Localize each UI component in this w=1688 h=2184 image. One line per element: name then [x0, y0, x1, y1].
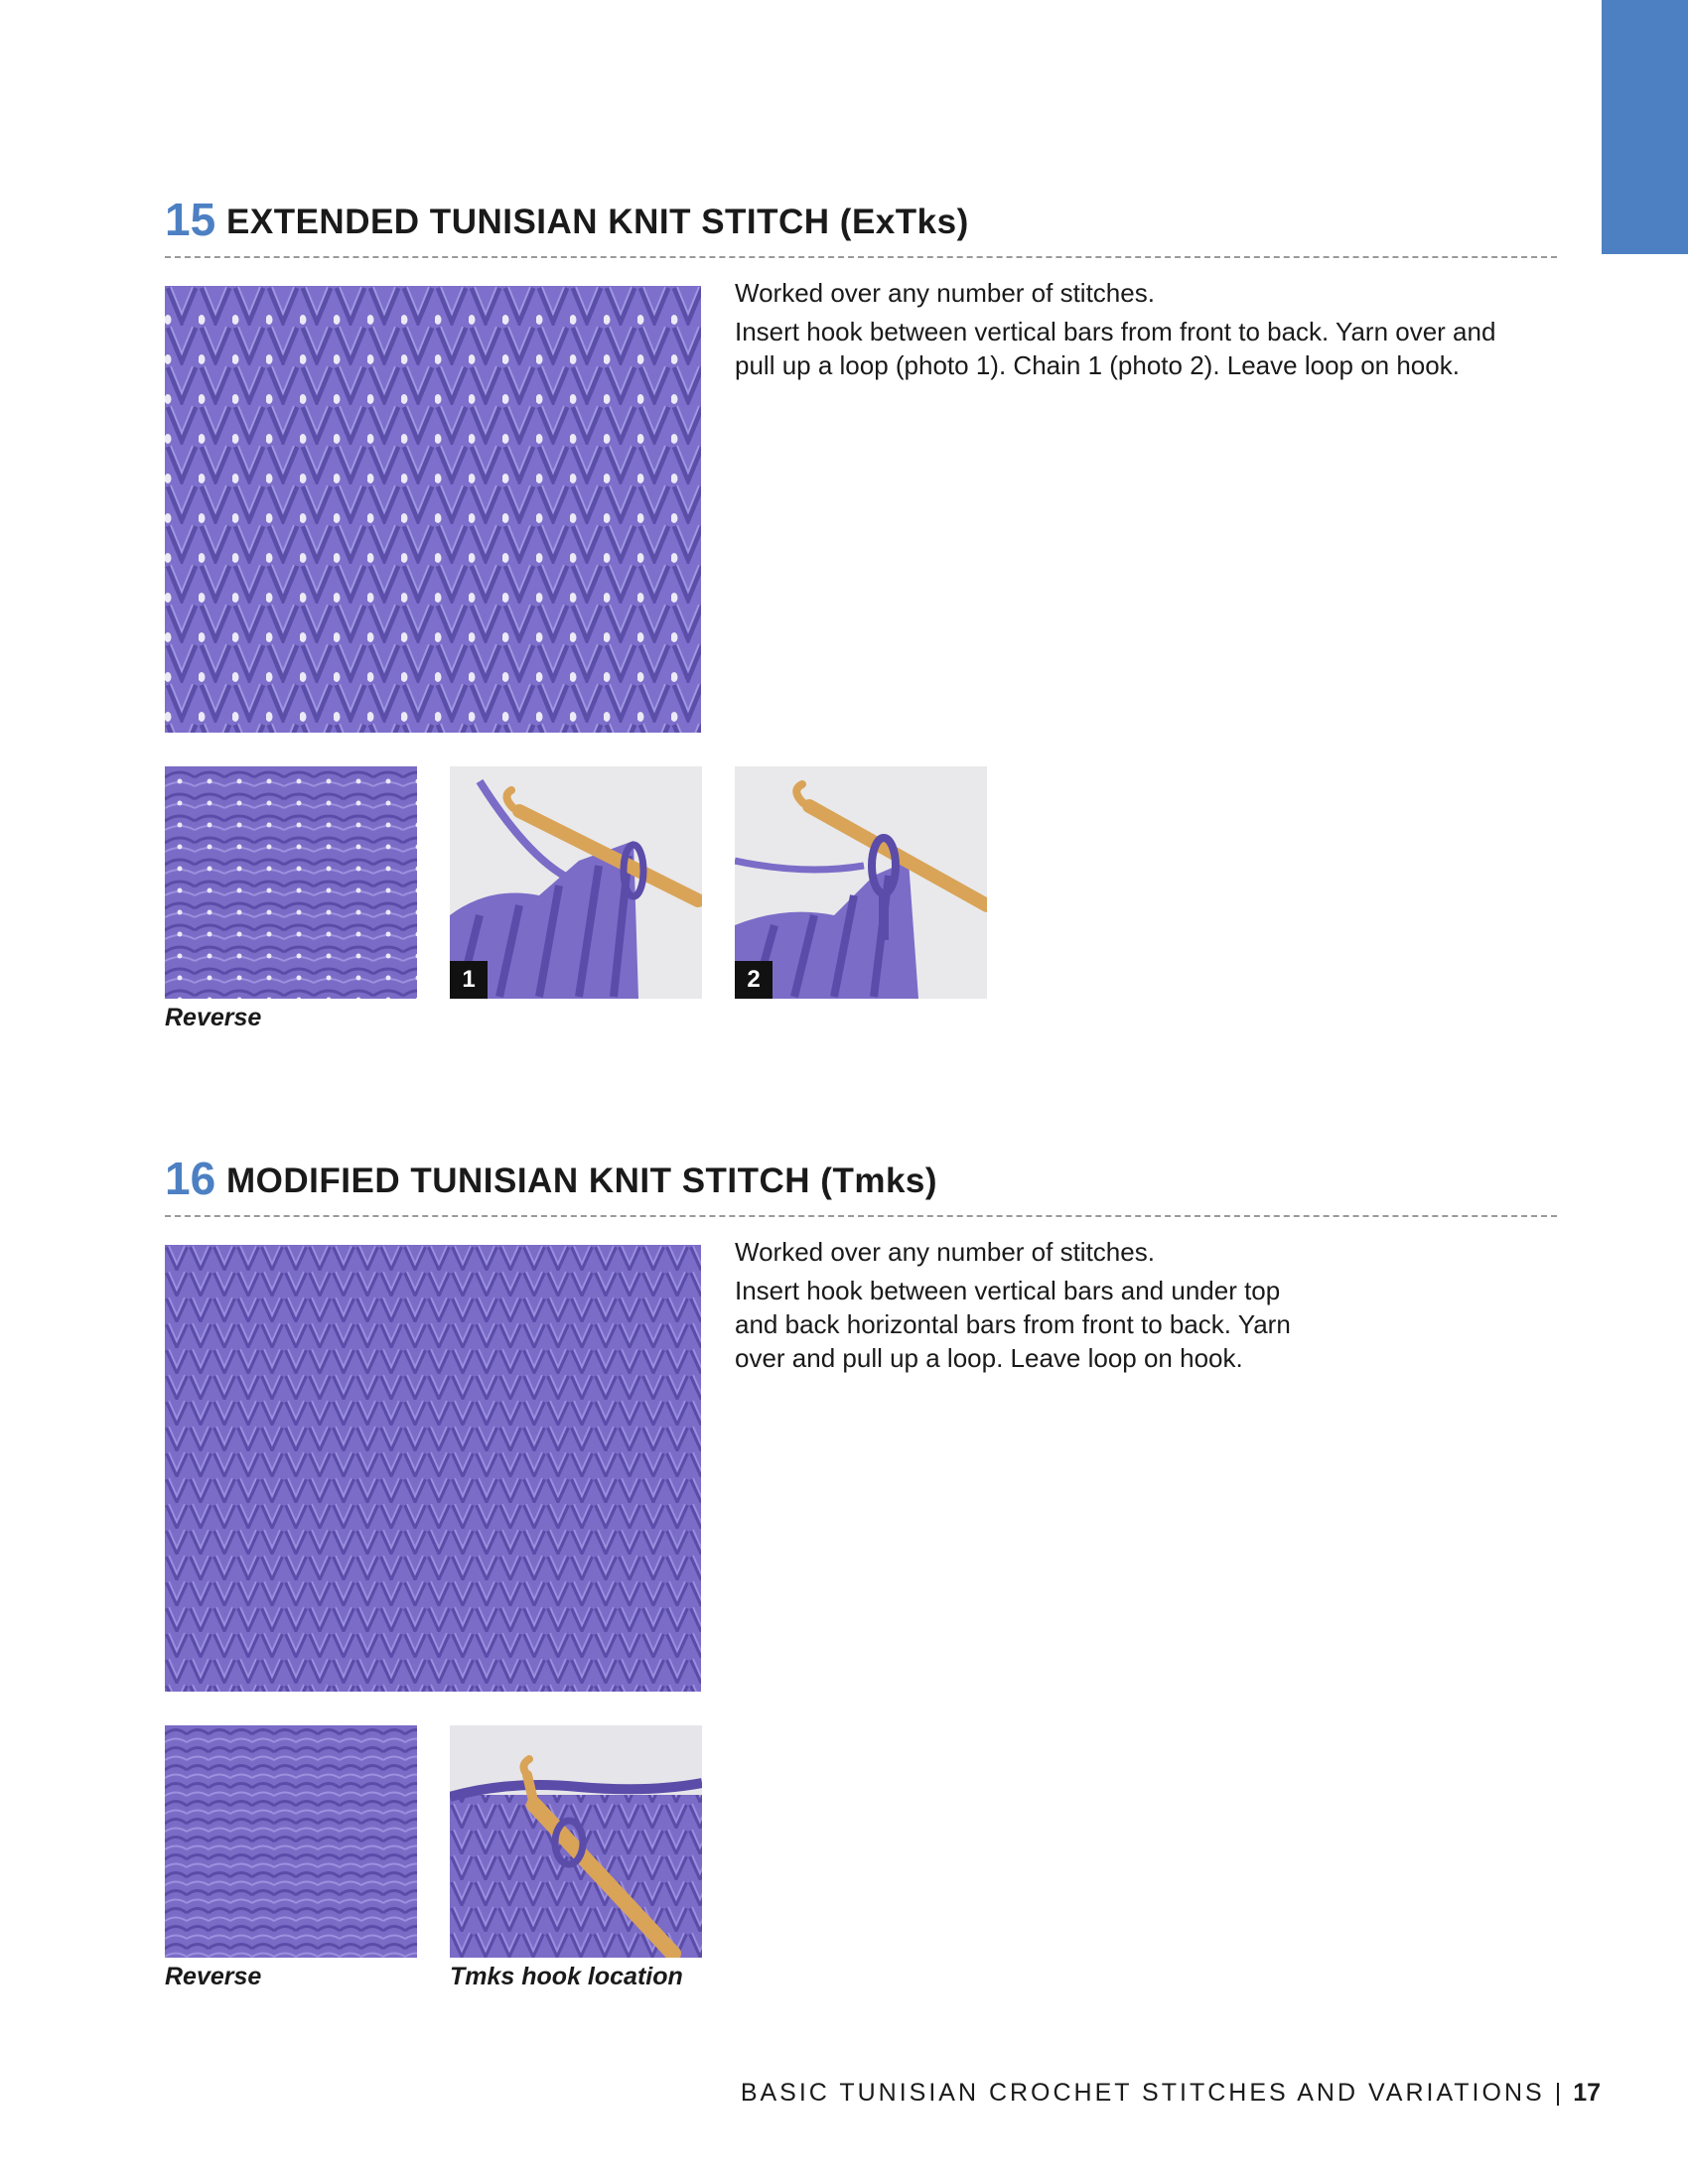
footer-chapter-title: BASIC TUNISIAN CROCHET STITCHES AND VARIATIONS — [740, 2079, 1545, 2107]
photo-caption: Reverse — [165, 1963, 262, 1990]
section-number: 15 — [165, 194, 216, 245]
section-number: 16 — [165, 1153, 216, 1204]
page-footer — [741, 2079, 1601, 2108]
instruction-paragraph: Insert hook between vertical bars from front to back. Yarn over and pull up a loop (photo 1). Chain 1 (photo 2). Leave loop on hook. — [735, 317, 1496, 380]
chapter-tab-marker — [1602, 0, 1688, 254]
main-swatch-photo — [165, 1245, 701, 1692]
photo-caption: Tmks hook location — [450, 1963, 683, 1990]
photo-caption: Reverse — [165, 1004, 262, 1031]
section-instructions — [735, 1235, 1311, 1380]
main-swatch-photo — [165, 286, 701, 733]
instruction-paragraph: Worked over any number of stitches. — [735, 278, 1155, 308]
photo-label-badge: 1 — [450, 961, 488, 999]
hook-location-photo — [450, 1725, 702, 1958]
reverse-swatch-photo — [165, 1725, 417, 1958]
instruction-paragraph: Insert hook between vertical bars and under top and back horizontal bars from front to back. Yarn over and pull up a loop. Leave loop on hook. — [735, 1276, 1291, 1373]
section-title: MODIFIED TUNISIAN KNIT STITCH (Tmks) — [226, 1161, 938, 1200]
step-photo-2 — [735, 766, 987, 999]
section-header — [165, 195, 1557, 258]
photo-label-badge: 2 — [735, 961, 773, 999]
section-instructions — [735, 276, 1529, 387]
section-title: EXTENDED TUNISIAN KNIT STITCH (ExTks) — [226, 203, 969, 241]
page-number: 17 — [1573, 2079, 1601, 2107]
step-photo-1 — [450, 766, 702, 999]
stitch-section-15 — [165, 195, 1557, 1038]
instruction-paragraph: Worked over any number of stitches. — [735, 1237, 1155, 1267]
stitch-section-16 — [165, 1154, 1557, 2007]
section-header — [165, 1154, 1557, 1217]
footer-separator: | — [1554, 2079, 1562, 2107]
reverse-swatch-photo — [165, 766, 417, 999]
